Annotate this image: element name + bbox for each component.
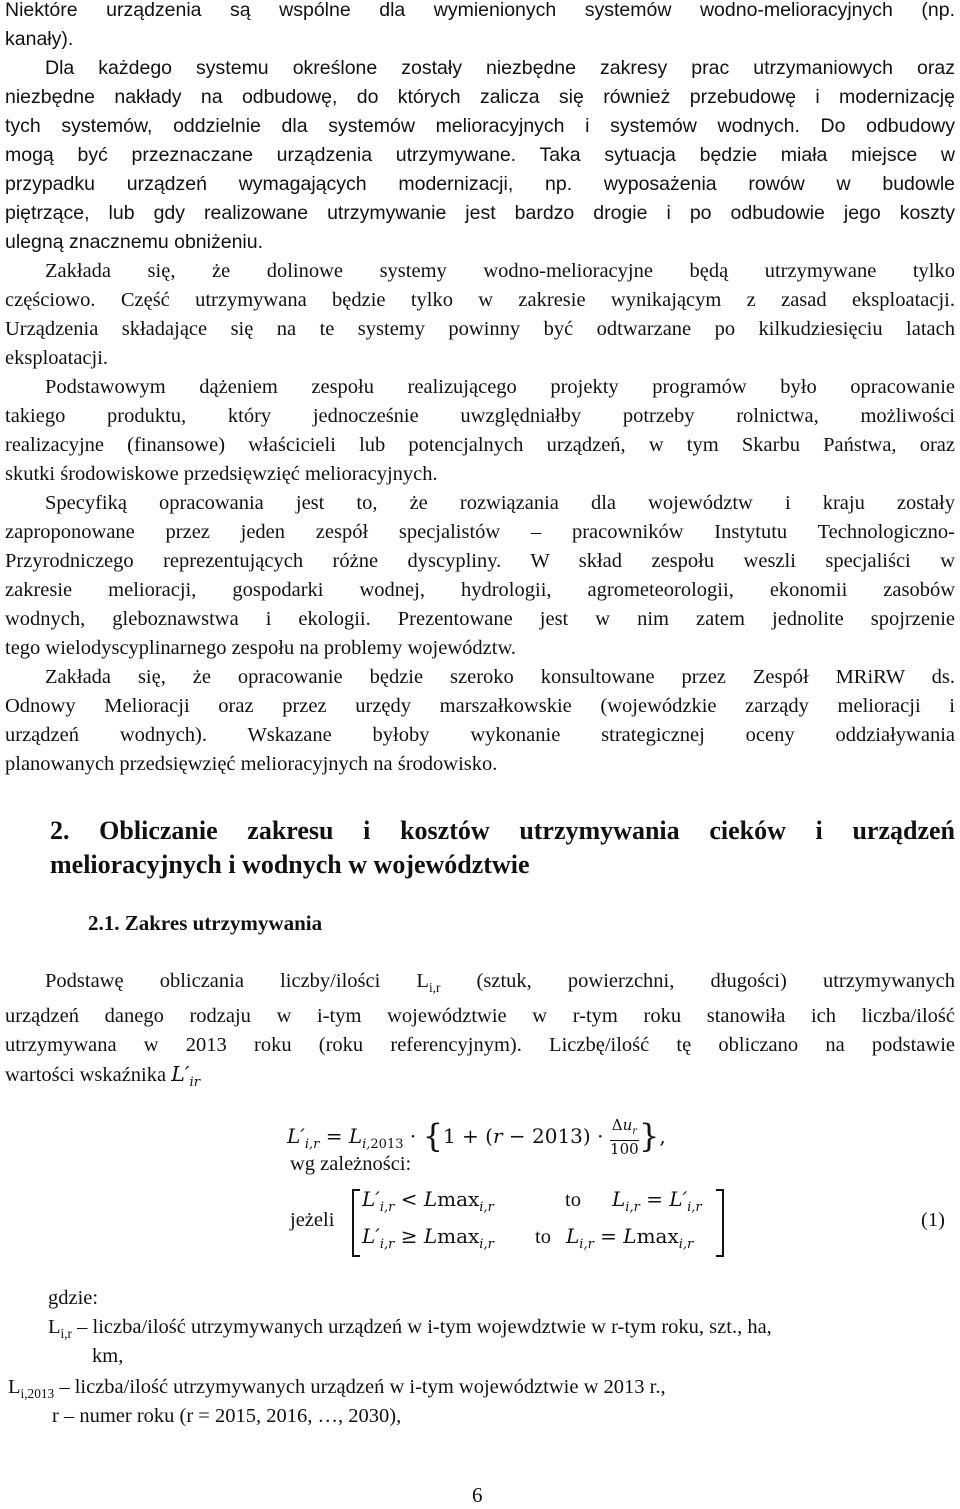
text-line: urządzeń danego rodzaju w i-tym województwie w r-tym roku stanowiła ich liczba/ilość (5, 1005, 955, 1028)
condition-row-2: $L'_{i,r} \ge Lmax_{i,r}$ (362, 1224, 494, 1252)
text-line: mogą być przeznaczane urządzenia utrzymywane. Taka sytuacja będzie miała miejsce w (5, 144, 955, 166)
text-line: Zakłada się, że opracowanie będzie szeroko konsultowane przez Zespół MRiRW ds. (45, 666, 955, 688)
subsection-heading: 2.1. Zakres utrzymywania (88, 911, 323, 935)
heading-line: melioracyjnych i wodnych w województwie (50, 850, 530, 879)
text-line: Specyfiką opracowania jest to, że rozwiązania dla województw i kraju zostały (45, 492, 955, 514)
text-line: częściowo. Część utrzymywana będzie tylko w zakresie wynikającym z zasad eksploatacji. (5, 289, 955, 311)
paragraph-valley (5, 257, 955, 373)
text-line: przypadku urządzeń wymagających modernizacji, np. wyposażenia rowów w budowle (5, 173, 955, 195)
text-line: takiego produktu, który jednocześnie uwzględniałby potrzeby rolnictwa, możliwości (5, 405, 955, 427)
condition-row-1: $L'_{i,r} < Lmax_{i,r}$ (362, 1187, 494, 1215)
definition-text: – liczba/ilość utrzymywanych urządzeń w i-tym województwie w 2013 r., (54, 1376, 666, 1398)
text-line: Zakłada się, że dolinowe systemy wodno-melioracyjne będą utrzymywane tylko (45, 260, 955, 282)
text-line: zakresie melioracji, gospodarki wodnej, hydrologii, agrometeorologii, ekonomii zasobów (5, 579, 955, 601)
equation-year-2: 2013 (532, 1124, 583, 1148)
text-fragment: (sztuk, powierzchni, długości) utrzymywanych (440, 970, 956, 992)
definition-symbol: L (48, 1316, 61, 1338)
text-line: urządzeń wodnych). Wskazane byłoby wykonanie strategicznej oceny oddziaływania (5, 724, 955, 746)
main-equation: $L'_{i,r} = L_{i,2013} \cdot \{1 + (r - 2013)$ · $\Delta u_r$ 100 }, (287, 1116, 666, 1158)
left-bracket (352, 1189, 360, 1257)
result-row-2: $L_{i,r} = Lmax_{i,r}$ (566, 1224, 694, 1252)
text-line: Przyrodniczego reprezentujących różne dyscypliny. W skład zespołu weszli specjaliści w (5, 550, 955, 572)
fraction-denominator: 100 (610, 1140, 639, 1158)
definition-continuation: km, (92, 1345, 124, 1367)
paragraph-basis (5, 967, 955, 1097)
definition-item (48, 1313, 772, 1348)
text-line: Odnowy Melioracji oraz przez urzędy marszałkowskie (wojewódzkie zarządy melioracji i (5, 695, 955, 717)
where-label: gdzie: (48, 1287, 99, 1309)
text-line: kanały). (5, 28, 74, 50)
fraction: $\Delta u_r$ 100 (610, 1116, 639, 1158)
text-line: wodnych, gleboznawstwa i ekologii. Prezentowane jest w nim zatem jednolite spojrzenie (5, 608, 955, 630)
text-line: ulegną znacznemu obniżeniu. (5, 231, 264, 253)
equation-year: 2013 (370, 1137, 404, 1152)
definition-symbol: r (52, 1405, 59, 1427)
text-fragment: wartości wskaźnika (5, 1064, 167, 1087)
definition-text: – liczba/ilość utrzymywanych urządzeń w i-tym wojewdztwie w r-tym roku, szt., ha, (72, 1316, 772, 1338)
definition-subscript: i,r (60, 1326, 72, 1342)
text-line: Podstawowym dążeniem zespołu realizującego projekty programów było opracowanie (45, 376, 955, 398)
text-line: Dla każdego systemu określone zostały niezbędne zakresy prac utrzymaniowych oraz (45, 57, 955, 79)
definition-item (52, 1402, 401, 1431)
subscript: i,r (428, 980, 441, 996)
text-line (5, 1060, 955, 1097)
text-line: utrzymywana w 2013 roku (roku referencyjnym). Liczbę/ilość tę obliczano na podstawie (5, 1034, 955, 1057)
text-line: niezbędne nakłady na odbudowę, do których zalicza się również przebudowę i modernizację (5, 86, 955, 108)
math-symbol: $L'_{ir}$ (171, 1062, 201, 1091)
dependence-label: wg zależności: (290, 1153, 412, 1175)
text-line: piętrzące, lub gdy realizowane utrzymywanie jest bardzo drogie i po odbudowie jego koszty (5, 202, 955, 224)
definition-symbol: L (8, 1376, 21, 1398)
text-line (5, 967, 955, 1002)
text-fragment: Podstawę obliczania liczby/ilości L (45, 970, 429, 992)
equation-one: 1 (442, 1124, 456, 1148)
intro-paragraph (5, 0, 955, 54)
if-label: jeżeli (290, 1209, 335, 1231)
text-line: tego wielodyscyplinarnego zespołu na problemy województw. (5, 637, 517, 659)
section-heading (50, 814, 955, 882)
paragraph-consult (5, 663, 955, 779)
right-bracket (716, 1189, 724, 1257)
paragraph-specific (5, 489, 955, 663)
text-line: skutki środowiskowe przedsięwzięć melioracyjnych. (5, 463, 438, 485)
text-line: realizacyjne (finansowe) właścicieli lub potencjalnych urządzeń, w tym Skarbu Państwa, oraz (5, 434, 955, 456)
to-label: to (565, 1189, 581, 1211)
equation-number: (1) (921, 1209, 945, 1231)
to-label: to (535, 1226, 551, 1248)
text-line: eksploatacji. (5, 347, 109, 369)
text-line: planowanych przedsięwzięć melioracyjnych na środowisko. (5, 753, 498, 775)
paragraph-systems (5, 54, 955, 257)
text-line: Niektóre urządzenia są wspólne dla wymienionych systemów wodno-melioracyjnych (np. (5, 0, 955, 21)
result-row-1: $L_{i,r} = L'_{i,r}$ (612, 1187, 702, 1215)
text-line: tych systemów, oddzielnie dla systemów melioracyjnych i systemów wodnych. Do odbudowy (5, 115, 955, 137)
text-line: zaproponowane przez jeden zespół specjalistów – pracowników Instytutu Technologiczno- (5, 521, 955, 543)
definition-text: – numer roku (r = 2015, 2016, …, 2030), (58, 1405, 402, 1427)
heading-line: 2. Obliczanie zakresu i kosztów utrzymywania cieków i urządzeń (50, 816, 955, 845)
text-line: Urządzenia składające się na te systemy powinny być odtwarzane po kilkudziesięciu latach (5, 318, 955, 340)
paragraph-goal (5, 373, 955, 489)
definition-subscript: i,2013 (20, 1386, 55, 1402)
page-number: 6 (472, 1483, 483, 1507)
